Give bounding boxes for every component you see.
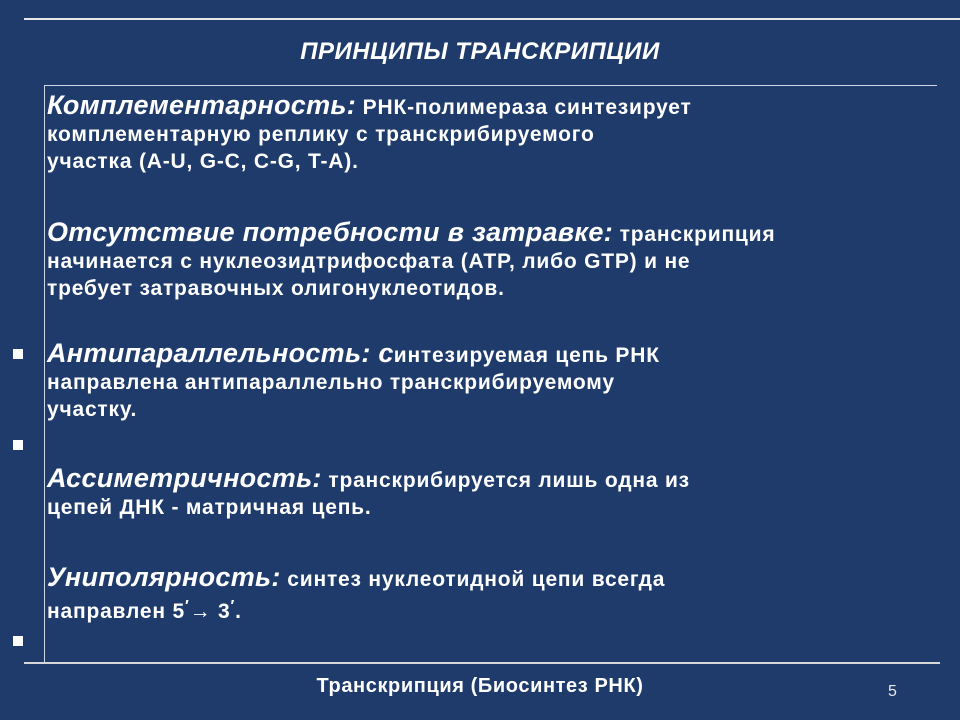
principle-text: участка (A-U, G-C, C-G, T-A).	[47, 150, 359, 173]
prime-mark: ′	[184, 598, 190, 615]
principle-complementarity	[47, 92, 927, 175]
term-asymmetry: Ассиметричность:	[47, 463, 322, 493]
bullet-square	[13, 636, 23, 646]
term-unipolarity: Униполярность:	[47, 562, 281, 592]
principle-text: .	[235, 600, 242, 623]
term-complementarity: Комплементарность:	[47, 90, 357, 120]
principle-text: транскрипция	[613, 223, 776, 246]
slide-footer: Транскрипция (Биосинтез РНК)	[316, 675, 644, 697]
term-no-primer: Отсутствие потребности в затравке:	[47, 217, 614, 247]
principle-antiparallel	[47, 340, 927, 423]
principle-text: начинается с нуклеозидтрифосфата (АТР, либо GTP) и не	[47, 250, 691, 273]
footer-rule	[24, 662, 940, 664]
bullet-square	[13, 349, 23, 359]
principle-unipolarity	[47, 564, 927, 625]
principle-text: комплементарную реплику с транскрибируемого	[47, 123, 595, 146]
principle-asymmetry	[47, 465, 927, 521]
principle-text: 3	[211, 600, 231, 623]
arrow-icon: →	[189, 600, 212, 623]
page-number: 5	[888, 683, 897, 700]
principle-text: участку.	[47, 398, 138, 421]
term-antiparallel: Антипараллельность: с	[47, 338, 394, 368]
left-vertical-rule	[44, 85, 45, 663]
principle-no-primer	[47, 219, 927, 302]
principle-text: РНК-полимераза синтезирует	[356, 96, 692, 119]
principle-text: требует затравочных олигонуклеотидов.	[47, 277, 505, 300]
title-rule	[44, 85, 937, 86]
prime-mark: ′	[230, 598, 236, 615]
principle-text: интезируемая цепь РНК	[393, 344, 660, 367]
principle-text: транскрибируется лишь одна из	[321, 469, 690, 492]
principle-text: направлен 5	[47, 600, 185, 623]
bullet-square	[13, 440, 23, 450]
principle-text: цепей ДНК - матричная цепь.	[47, 496, 372, 519]
top-rule	[24, 18, 960, 20]
principle-text: направлена антипараллельно транскрибируемому	[47, 371, 615, 394]
slide-title: ПРИНЦИПЫ ТРАНСКРИПЦИИ	[300, 38, 660, 65]
principle-text: синтез нуклеотидной цепи всегда	[280, 568, 666, 591]
